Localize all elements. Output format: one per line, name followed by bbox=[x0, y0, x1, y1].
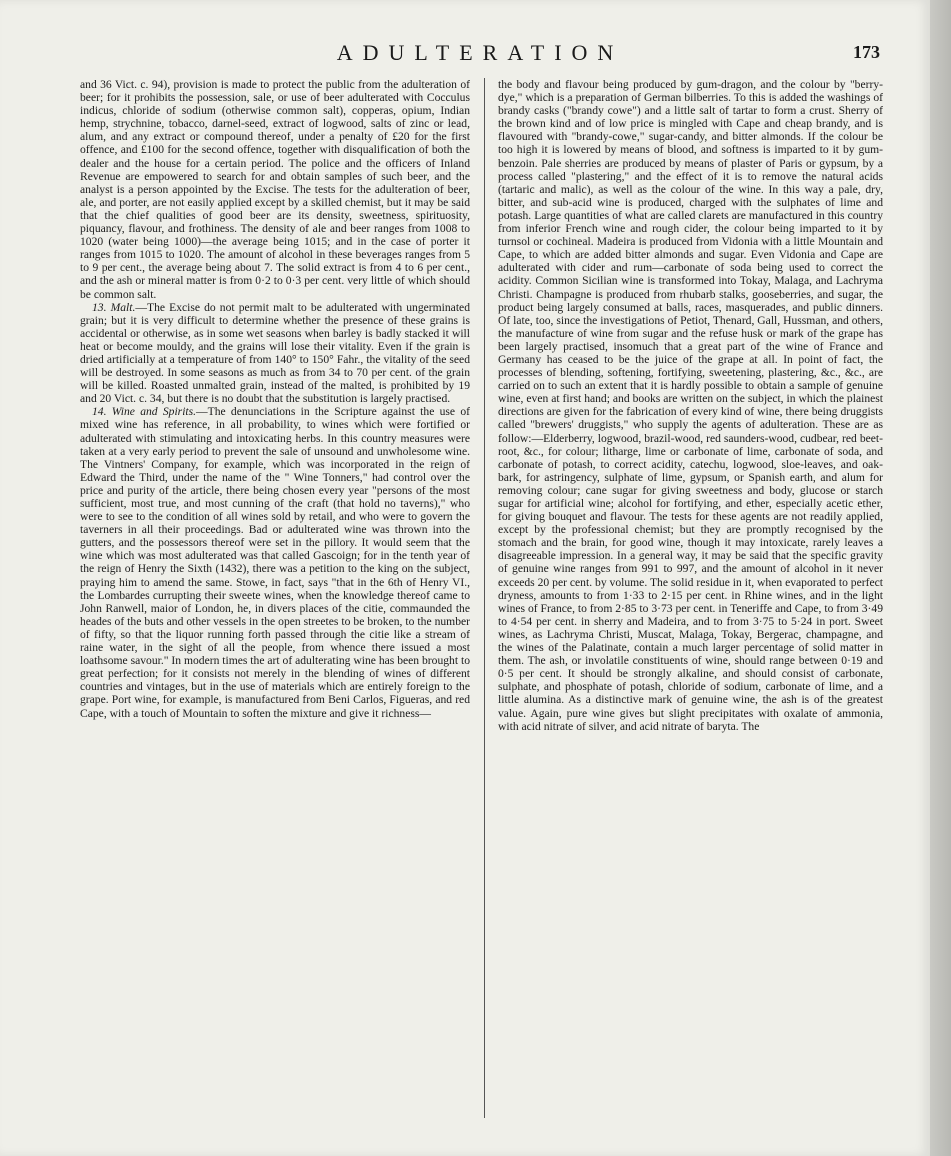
page-number: 173 bbox=[853, 42, 880, 62]
left-column bbox=[80, 78, 470, 1118]
running-title: ADULTERATION bbox=[336, 40, 624, 65]
paragraph-wine-continued: the body and flavour being produced by gum-dragon, and the colour by "berry-dye," which is a preparation of German bilberries. To this is added the washings of brandy casks ("brandy cowe") and a little salt of tartar to form a crust. Sherry of the brown kind and of low price is mingled with Cape and cheap brandy, and is flavoured with "brandy-cowe," sugar-candy, and bitter almonds. If the colour be too high it is lowered by means of blood, and softness is imparted to it by gum-benzoin. Pale sherries are produced by means of plaster of Paris or gypsum, by a process called "plastering," and the effect of it is to remove the natural acids (tartaric and malic), as well as the colour of the wine. In this way a pale, dry, bitter, and sub-acid wine is produced, charged with the sulphates of lime and potash. Large quantities of what are called clarets are manufactured in this country from inferior French wine and rough cider, the colour being imparted to it by turnsol or cochineal. Madeira is produced from Vidonia with a little Mountain and Cape, to which are added bitter almonds and sugar. Even Vidonia and Cape are adulterated with cider and rum—carbonate of soda being used to correct the acidity. Common Sicilian wine is transformed into Tokay, Malaga, and Lachryma Christi. Champagne is produced from rhubarb stalks, gooseberries, and sugar, the product being largely consumed at balls, races, masquerades, and public dinners. Of late, too, since the investigations of Petiot, Thenard, Gall, Hussman, and others, the manufacture of wine from sugar and the refuse husk or mark of the grape has been largely practised, insomuch that a great part of the wine of France and Germany has ceased to be the juice of the grape at all. In point of fact, the processes of blending, softening, fortifying, sweetening, plastering, &c., &c., are carried on to such an extent that it is hardly possible to obtain a sample of genuine wine, even at first hand; and books are written on the subject, in which the plainest directions are given for the fabrication of every kind of wine, there being druggists called "brewers' druggists," who supply the agents of adulteration. These are as follow:—Elderberry, logwood, brazil-wood, red saunders-wood, cudbear, red beet-root, &c., for colour; litharge, lime or carbonate of lime, carbonate of soda, and carbonate of potash, to correct acidity, catechu, logwood, sloe-leaves, and oak-bark, for astringency, sulphate of lime, gypsum, or Spanish earth, and alum for removing colour; cane sugar for giving sweetness and body, glucose or starch sugar for artificial wine; alcohol for fortifying, and ether, especially acetic ether, for giving bouquet and flavour. The tests for these agents are not readily applied, except by the professional chemist; but they are promptly recognised by the stomach and the brain, for good wine, though it may intoxicate, rarely leaves a disagreeable impression. In a general way, it may be said that the specific gravity of genuine wine ranges from 991 to 997, and the amount of alcohol in it never exceeds 20 per cent. by volume. The solid residue in it, when evaporated to perfect dryness, amounts to from 1·33 to 2·15 per cent. in Rhine wines, and in the light wines of France, to from 2·85 to 3·73 per cent. in Teneriffe and Cape, to from 3·49 to 4·54 per cent. in sherry and Madeira, and to from 3·75 to 5·24 in port. Sweet wines, as Lachryma Christi, Muscat, Malaga, Tokay, Bergerac, champagne, and the wines of the Palatinate, contain a much larger percentage of solid matter in them. The ash, or involatile constituents of wine, should range between 0·19 and 0·5 per cent. It should be strongly alkaline, and should consist of carbonate, sulphate, and phosphate of potash, chloride of sodium, carbonate of lime, and a little alumina. As a distinctive mark of genuine wine, the ash is of the greatest value. Again, pure wine gives but slight precipitates with oxalate of ammonia, with acid nitrate of silver, and acid nitrate of baryta. The bbox=[498, 78, 883, 733]
paragraph-malt bbox=[80, 301, 470, 406]
paragraph-beer-act: and 36 Vict. c. 94), provision is made to protect the public from the adulteration of beer; for it prohibits the possession, sale, or use of beer adulterated with Cocculus indicus, chloride of sodium (otherwise common salt), copperas, opium, Indian hemp, strychnine, tobacco, darnel-seed, extract of logwood, salts of zinc or lead, alum, and any extract or compound thereof, under a penalty of £20 for the first offence, and £100 for the second offence, together with disqualification of both the dealer and the house for a certain period. The police and the officers of Inland Revenue are empowered to search for and obtain samples of such beer, and the analyst is a person appointed by the Excise. The tests for the adulteration of beer, ale, and porter, are not easily applied except by a skilled chemist, but it may be said that the chief qualities of good beer are its density, sweetness, spirituosity, piquancy, flavour, and frothiness. The density of ale and beer ranges from 1008 to 1020 (water being 1000)—the average being 1015; and in the case of porter it ranges from 1015 to 1020. The amount of alcohol in these beverages ranges from 5 to 9 per cent., the average being about 7. The solid extract is from 4 to 6 per cent., and the ash or mineral matter is from 0·2 to 0·3 per cent. very little of which should be common salt. bbox=[80, 78, 470, 301]
paragraph-malt-body: —The Excise do not permit malt to be adulterated with ungerminated grain; but it is very difficult to determine whether the presence of these grains is accidental or otherwise, as in some wet seasons when barley is badly stacked it will heat or become mouldy, and the grains will lose their vitality. Even if the grain is dried artificially at a temperature of from 140° to 150° Fahr., the vitality of the seed will be destroyed. In some seasons as much as from 34 to 70 per cent. of the grain will be killed. Roasted unmalted grain, instead of the malted, is prohibited by 19 and 20 Vict. c. 34, but there is no doubt that the substitution is largely practised. bbox=[80, 300, 470, 406]
page-header bbox=[80, 40, 880, 70]
paragraph-wine-spirits bbox=[80, 405, 470, 719]
section-heading-malt: 13. Malt. bbox=[92, 300, 136, 314]
paragraph-wine-spirits-body: —The denunciations in the Scripture against the use of mixed wine has reference, in all probability, to wines which were fortified or adulterated with stimulating and intoxicating herbs. In this country measures were taken at a very early period to prevent the sale of unsound and unwholesome wine. The Vintners' Company, for example, which was incorporated in the reign of Edward the Third, under the name of the " Wine Tonners," had control over the price and purity of the article, there being chosen every year "persons of the most sufficient, most true, and most cunning of the craft (that hold no taverns)," who were to see to the condition of all wines sold by retail, and who were to govern the taverners in all their proceedings. Bad or adulterated wine was thrown into the gutters, and the possessors thereof were set in the pillory. It would seem that the wine which was most adulterated was that called Gascoign; for in the tenth year of the reign of Henry the Sixth (1432), there was a petition to the king on the subject, praying him to amend the same. Stowe, in fact, says "that in the 6th of Henry VI., the Lombardes currupting their sweete wines, when the knowledge thereof came to John Ranwell, maior of London, he, in divers places of the citie, commaunded the heades of the buts and other vessels in the open streetes to be broken, to the number of fifty, so that the liquor running forth passed through the citie like a stream of raine water, in the sight of all the people, from whence there issued a most loathsome savour." In modern times the art of adulterating wine has been brought to great perfection; for it consists not merely in the blending of wines of different countries and vintages, but in the use of materials which are entirely foreign to the grape. Port wine, for example, is manufactured from Beni Carlos, Figueras, and red Cape, with a touch of Mountain to soften the mixture and give it richness— bbox=[80, 405, 470, 720]
page-edge bbox=[930, 0, 951, 1156]
section-heading-wine-spirits: 14. Wine and Spirits. bbox=[92, 405, 197, 419]
right-column bbox=[498, 78, 883, 1118]
column-divider bbox=[484, 78, 485, 1118]
